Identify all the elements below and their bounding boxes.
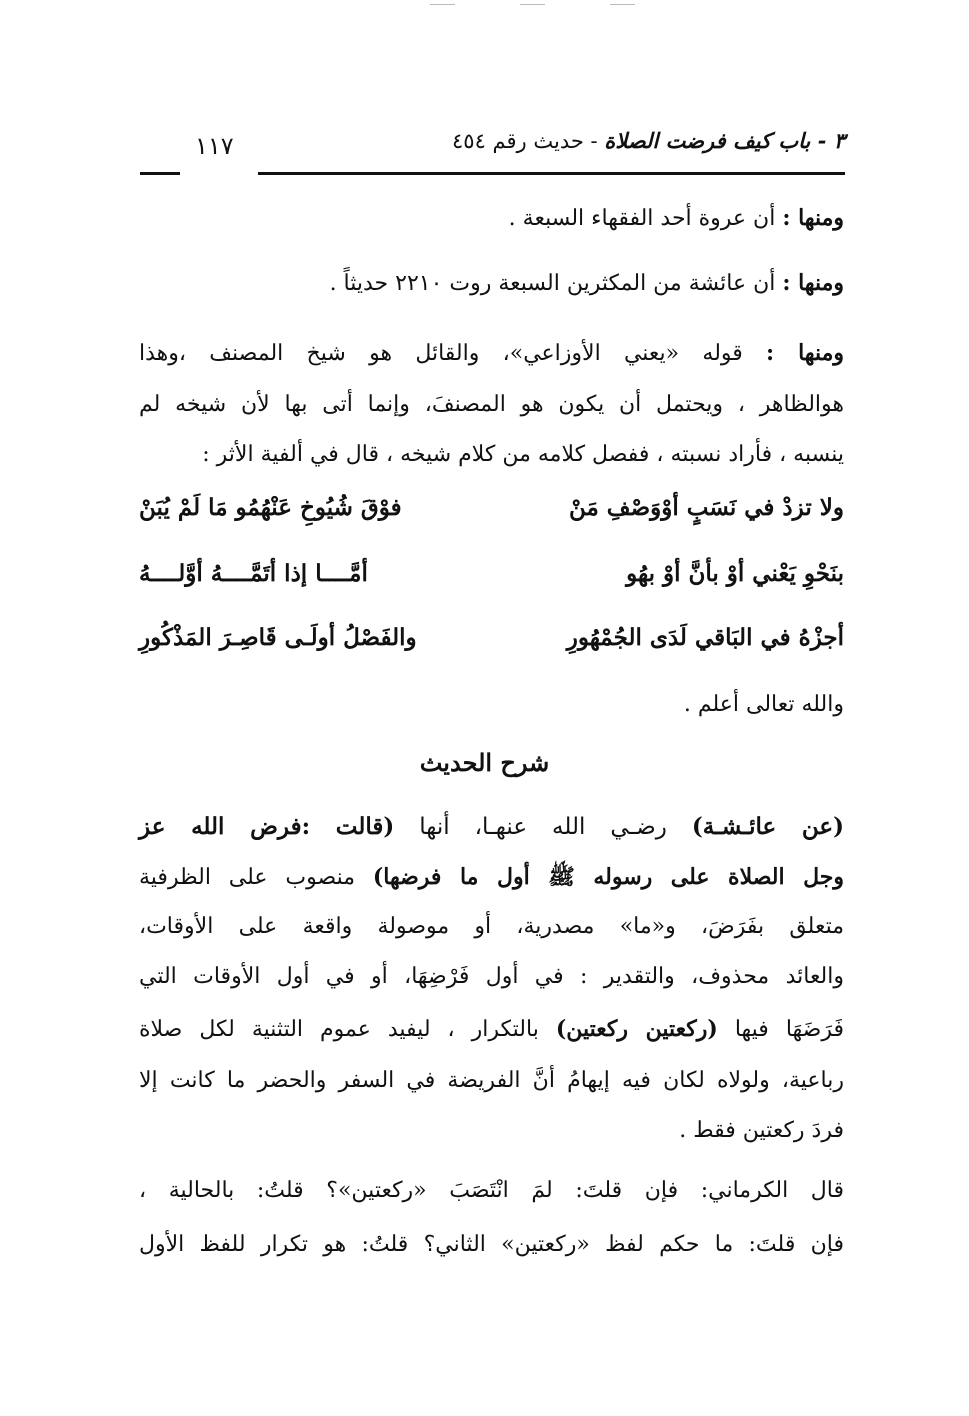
verse-first-hemistich: أجزْهُ في البَاقي لَدَى الجُمْهُورِ: [566, 624, 844, 651]
hadith-quote: وجل الصلاة على رسوله ﷺ أول ما فرضها): [372, 864, 844, 890]
paragraph-1: [139, 203, 844, 234]
kirmani-line-2: فإن قلتَ: ما حكم لفظ «ركعتين» الثاني؟ قلتُ: هو تكرار للفظ الأول: [139, 1232, 844, 1257]
poem-verse-3: [139, 624, 844, 660]
section-title: شرح الحديث: [419, 748, 550, 777]
verse-second-hemistich: أمَّــــا إذا أتَمَّــــهُ أوَّلــــهُ: [139, 560, 368, 587]
commentary-line-6: رباعية، ولولاه لكان فيه إيهامُ أنَّ الفريضة في السفر والحضر ما كانت إلا: [139, 1068, 844, 1093]
paragraph-text: قوله «يعني الأوزاعي»، والقائل هو شيخ المصنف ،وهذا: [139, 341, 767, 366]
commentary-line-3: متعلق بفَرَضَ، و«ما» مصدرية، أو موصولة واقعة على الأوقات،: [139, 914, 844, 939]
commentary-text: رضـي الله عنهـا، أنها: [394, 814, 692, 840]
kirmani-line-1: قال الكرماني: فإن قلتَ: لمَ انْتَصَبَ «ركعتين»؟ قلتُ: بالحالية ،: [139, 1178, 844, 1203]
commentary-text: بالتكرار ، ليفيد عموم التثنية لكل صلاة: [139, 1017, 556, 1042]
paragraph-label: ومنها :: [782, 270, 844, 296]
paragraph-text: أن عروة أحد الفقهاء السبعة .: [508, 206, 783, 231]
commentary-line-7: فردَ ركعتين فقط .: [679, 1118, 844, 1143]
verse-first-hemistich: بنَحْوِ يَعْني أوْ بأنَّ أوْ بهُو: [626, 560, 844, 587]
paragraph-3-line-3: ينسبه ، فأراد نسبته ، ففصل كلامه من كلام شيخه ، قال في ألفية الأثر :: [202, 442, 844, 467]
paragraph-2: [139, 268, 844, 299]
commentary-line-5: [139, 1014, 844, 1045]
commentary-line-4: والعائد محذوف، والتقدير : في أول فَرْضِهَا، أو في أول الأوقات التي: [139, 964, 844, 989]
verse-second-hemistich: والفَصْلُ أولَـى قَاصِـرَ المَذْكُورِ: [139, 624, 417, 651]
paragraph-3-line-1: [139, 338, 844, 369]
hadith-quote: (ركعتين ركعتين): [555, 1016, 718, 1042]
hadith-reference: - حديث رقم ٤٥٤: [452, 129, 598, 153]
closing-formula: والله تعالى أعلم .: [683, 692, 844, 717]
paragraph-label: ومنها :: [782, 205, 844, 231]
verse-first-hemistich: ولا تزدْ في نَسَبٍ أوْوَصْفِ مَنْ: [568, 494, 844, 521]
paragraph-label: ومنها :: [766, 340, 844, 366]
commentary-line-1: [139, 812, 844, 842]
hadith-quote: (عن عائـشـة): [691, 813, 845, 840]
running-header: [140, 128, 845, 178]
header-rule-short: [140, 172, 180, 175]
poem-verse-1: [139, 494, 844, 530]
chapter-title: ٣ - باب كيف فرضت الصلاة: [604, 128, 845, 153]
commentary-text: منصوب على الظرفية: [139, 865, 373, 890]
commentary-text: فَرَضَهَا فيها: [717, 1017, 845, 1042]
header-rule: [258, 172, 845, 175]
header-title: [452, 128, 845, 153]
top-scan-marks: [0, 0, 969, 12]
commentary-line-2: [139, 862, 844, 893]
paragraph-text: أن عائشة من المكثرين السبعة روت ٢٢١٠ حديثاً .: [329, 271, 783, 296]
verse-second-hemistich: فوْقَ شُيُوخِ عَنْهُمُو مَا لَمْ يُبَنْ: [139, 494, 402, 521]
poem-verse-2: [139, 560, 844, 596]
hadith-quote: (قالت :فرض الله عز: [139, 813, 395, 840]
page-number: ١١٧: [195, 132, 234, 160]
paragraph-3-line-2: هوالظاهر ، ويحتمل أن يكون هو المصنفَ، وإنما أتى بها لأن شيخه لم: [139, 392, 844, 417]
